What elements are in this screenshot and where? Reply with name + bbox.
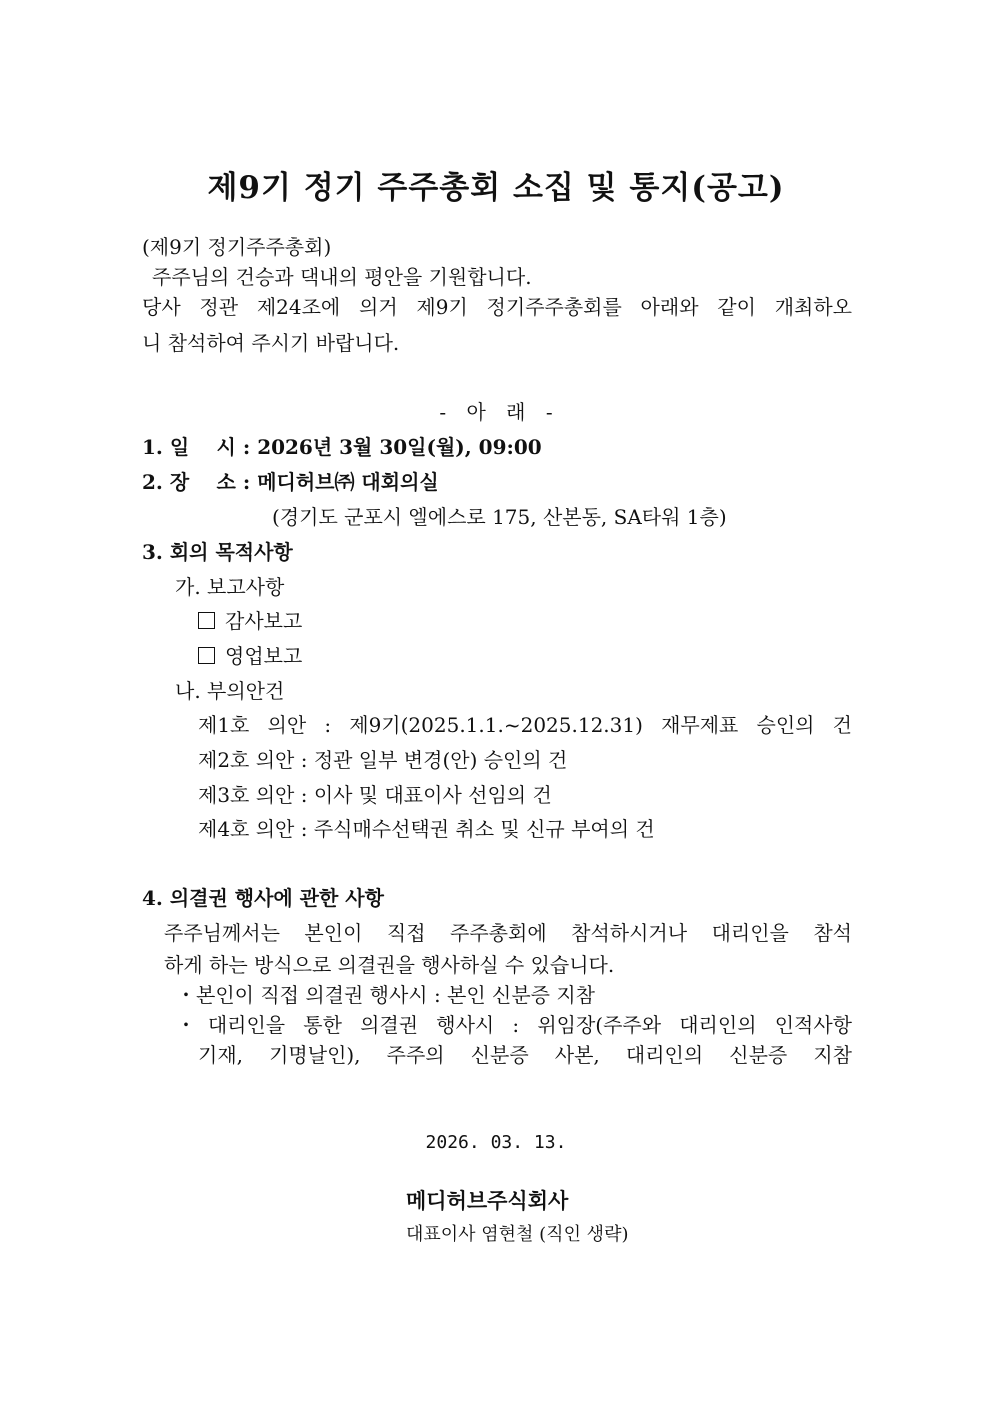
resolution-item-3: 제3호 의안 : 이사 및 대표이사 선임의 건	[198, 783, 552, 807]
meeting-place-label: 장 소	[169, 470, 236, 494]
resolution-item-2: 제2호 의안 : 정관 일부 변경(안) 승인의 건	[198, 748, 568, 772]
meeting-date-colon: :	[242, 435, 251, 459]
voting-line-1: 주주님께서는 본인이 직접 주주총회에 참석하시거나 대리인을 참석	[164, 921, 852, 945]
separator-heading: - 아 래 -	[439, 400, 553, 424]
resolutions-heading: 나. 부의안건	[175, 679, 285, 703]
intro-heading: (제9기 정기주주총회)	[142, 235, 332, 259]
voting-bullet-1: ・본인이 직접 의결권 행사시 : 본인 신분증 지참	[176, 983, 595, 1007]
ceo-signature: 대표이사 염현철 (직인 생략)	[406, 1224, 629, 1245]
intro-greeting: 주주님의 건승과 댁내의 평안을 기원합니다.	[152, 265, 532, 289]
report-heading: 가. 보고사항	[175, 575, 285, 599]
document-title: 제9기 정기 주주총회 소집 및 통지(공고)	[207, 170, 785, 206]
checkbox-icon	[198, 612, 215, 629]
meeting-place-colon: :	[242, 470, 251, 494]
report-item-audit	[198, 608, 302, 634]
voting-bullet-2: ・대리인을 통한 의결권 행사시 : 위임장(주주와 대리인의 인적사항	[176, 1013, 852, 1037]
meeting-place-value: 메디허브㈜ 대회의실	[257, 470, 439, 494]
agenda-title: 3. 회의 목적사항	[142, 540, 293, 564]
meeting-place-row	[142, 469, 439, 495]
resolution-item-1: 제1호 의안 : 제9기(2025.1.1.~2025.12.31) 재무제표 승인의 건	[198, 713, 852, 737]
company-name: 메디허브주식회사	[406, 1188, 569, 1213]
meeting-date-label: 일 시	[169, 435, 236, 459]
meeting-place-address: (경기도 군포시 엘에스로 175, 산본동, SA타워 1층)	[272, 505, 727, 529]
meeting-date-row	[142, 434, 542, 460]
report-item-label: 감사보고	[225, 609, 303, 633]
resolution-item-4: 제4호 의안 : 주식매수선택권 취소 및 신규 부여의 건	[198, 817, 655, 841]
voting-line-2: 하게 하는 방식으로 의결권을 행사하실 수 있습니다.	[164, 953, 615, 977]
notice-date: 2026. 03. 13.	[425, 1132, 567, 1153]
intro-body-line-2: 니 참석하여 주시기 바랍니다.	[142, 331, 400, 355]
meeting-date-num: 1.	[142, 435, 163, 459]
checkbox-icon	[198, 647, 215, 664]
voting-title: 4. 의결권 행사에 관한 사항	[142, 886, 384, 910]
meeting-place-num: 2.	[142, 470, 163, 494]
voting-bullet-2-continued: 기재, 기명날인), 주주의 신분증 사본, 대리인의 신분증 지참	[198, 1043, 852, 1067]
meeting-date-value: 2026년 3월 30일(월), 09:00	[257, 435, 542, 459]
intro-body-line-1: 당사 정관 제24조에 의거 제9기 정기주주총회를 아래와 같이 개최하오	[142, 295, 852, 319]
report-item-label: 영업보고	[225, 644, 303, 668]
report-item-business	[198, 643, 302, 669]
